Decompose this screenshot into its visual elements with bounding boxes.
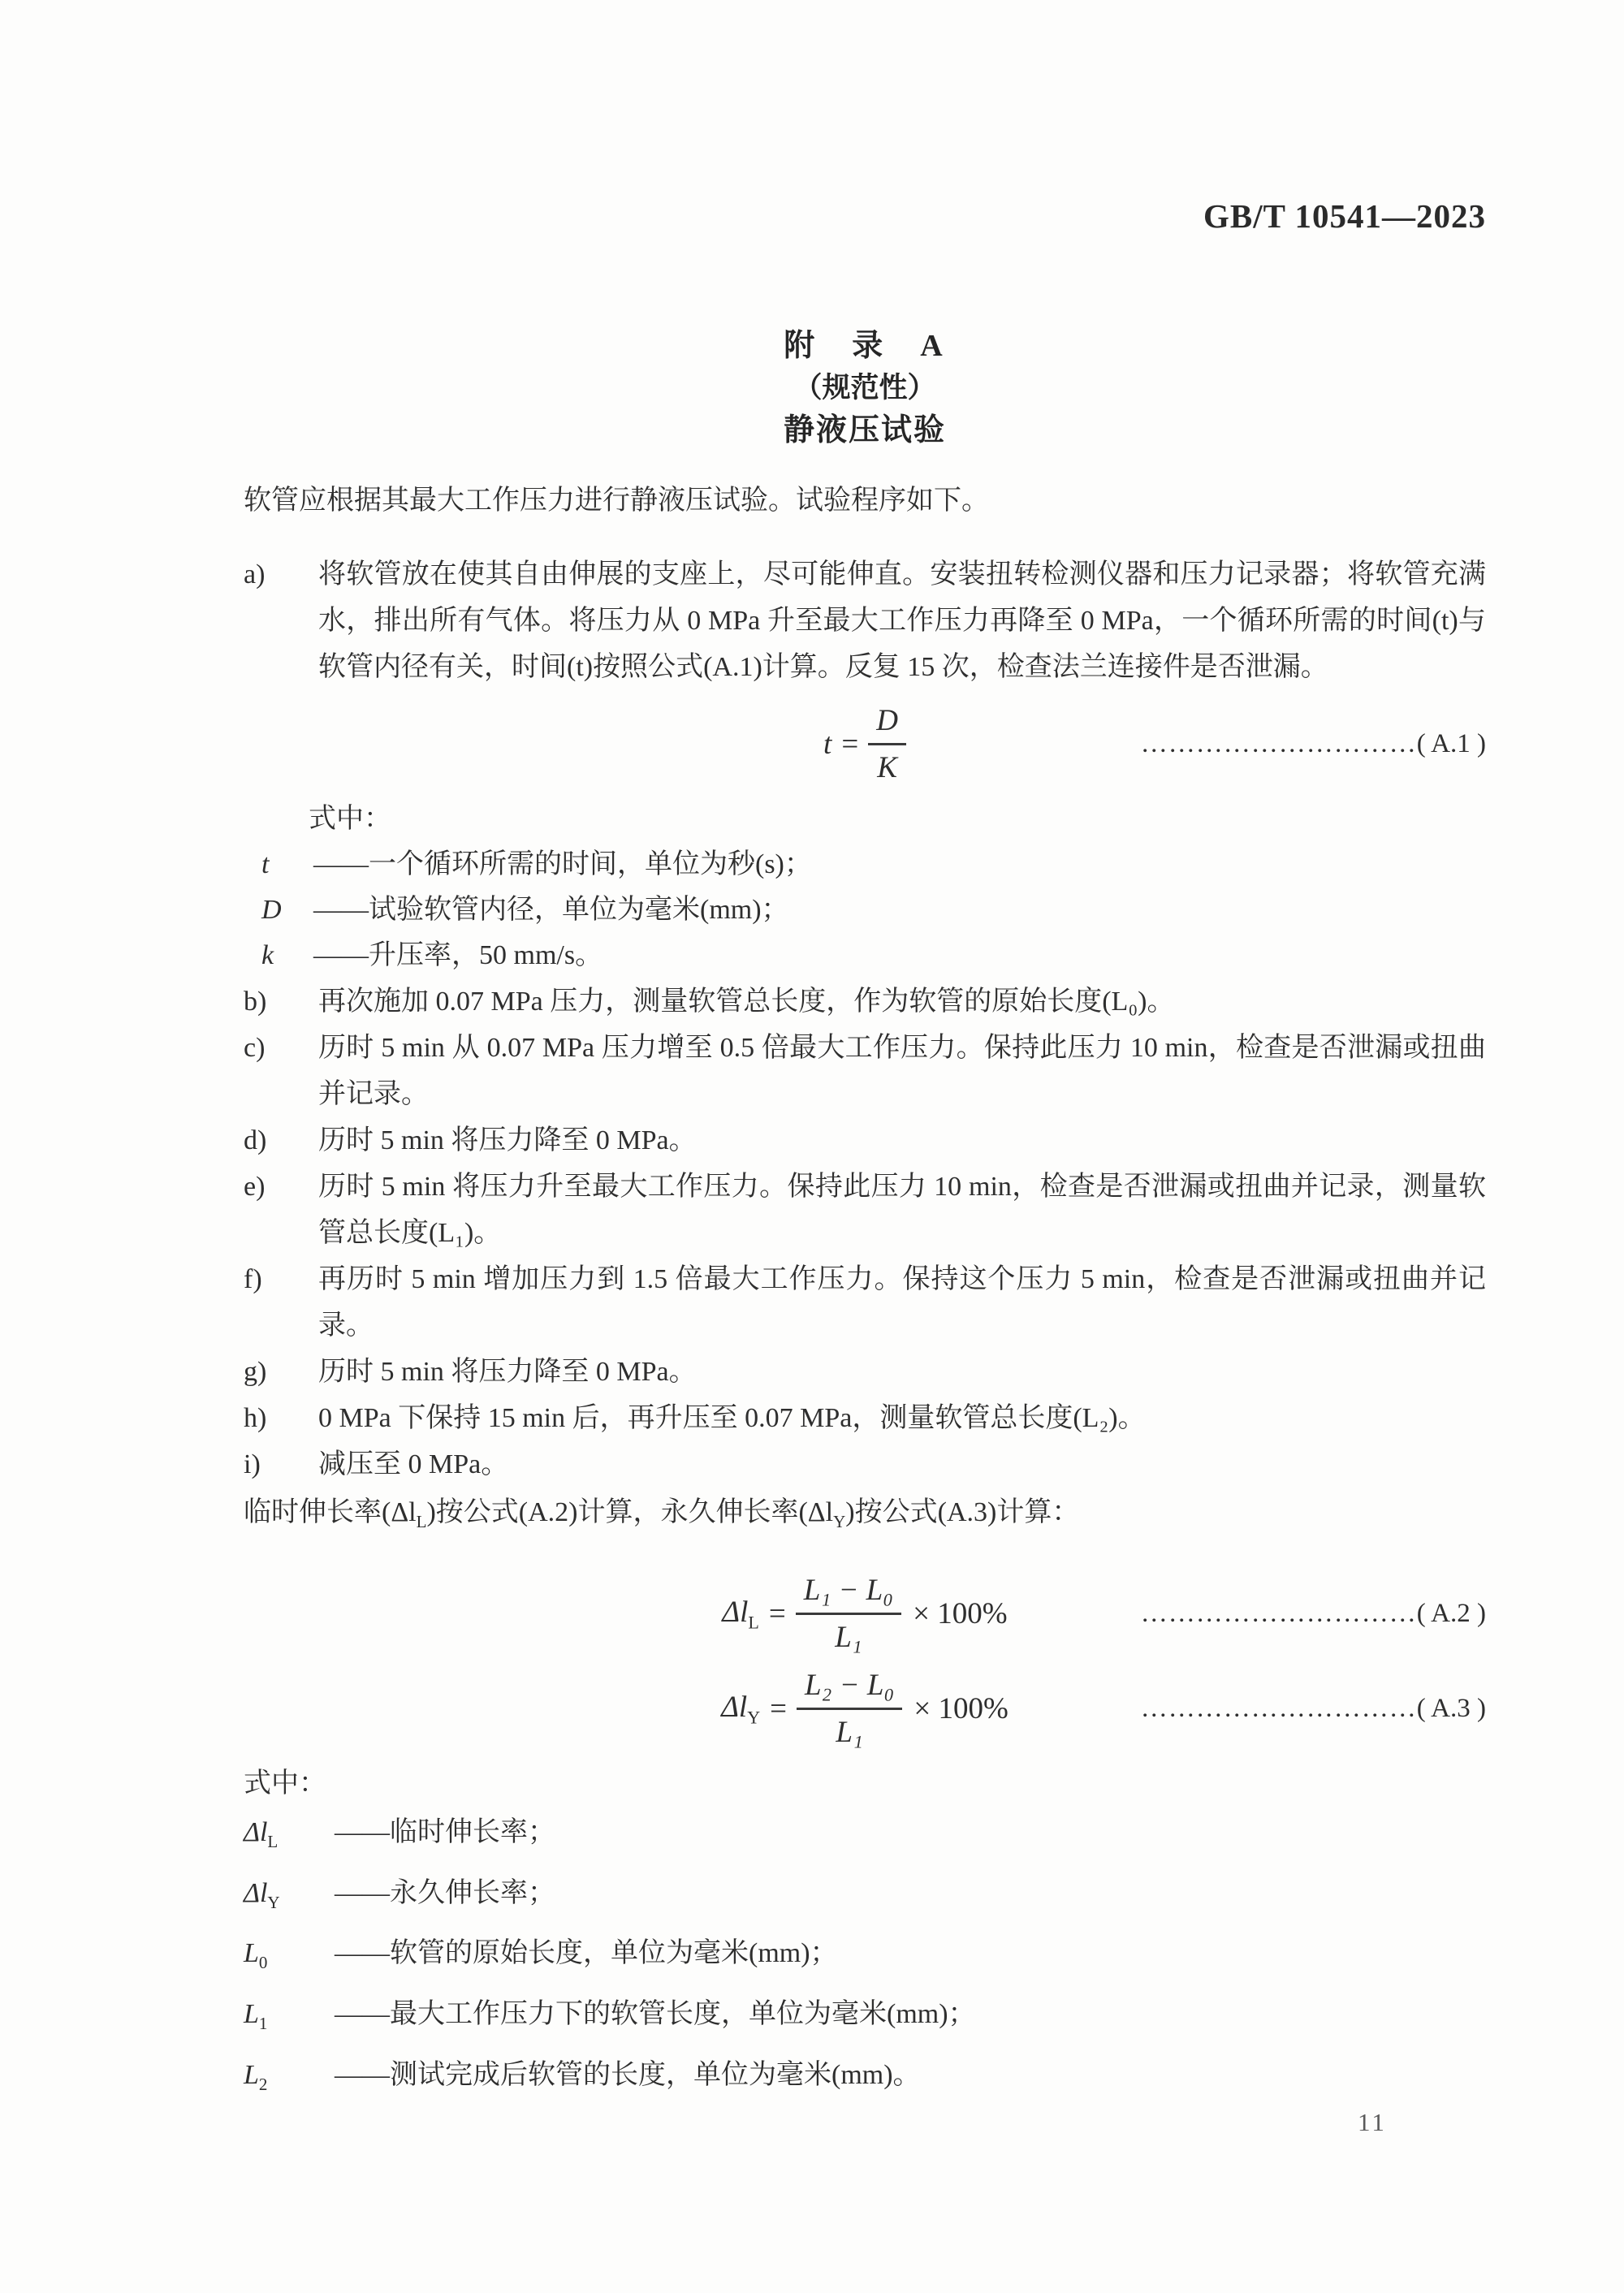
where-heading-2: 式中： <box>244 1768 326 1799</box>
where-heading-1: 式中： <box>309 804 391 834</box>
equals-sign: = <box>768 1596 786 1630</box>
where-entry-D <box>261 887 1486 933</box>
item-label: e) <box>244 1172 266 1202</box>
where-entry-L2 <box>244 2049 1486 2110</box>
item-label: d) <box>244 1125 267 1155</box>
formula-a2 <box>722 1573 1007 1655</box>
fraction <box>796 1573 901 1655</box>
symbol-description: ——软管的原始长度，单位为毫米(mm)； <box>335 1938 838 1969</box>
procedure-item-c <box>244 1025 1486 1117</box>
fraction-denominator: L₁ <box>797 1708 902 1750</box>
symbol-L0 <box>244 1928 335 1989</box>
procedure-item-i <box>244 1441 1486 1488</box>
equals-sign: = <box>841 728 859 761</box>
symbol-description: ——升压率，50 mm/s。 <box>313 940 603 970</box>
item-text: 历时 5 min 将压力升至最大工作压力。保持此压力 10 min，检查是否泄漏或扭曲并记录，测量软管总长度(L₁)。 <box>318 1172 1486 1248</box>
item-text: 再次施加 0.07 MPa 压力，测量软管总长度，作为软管的原始长度(L₀)。 <box>318 987 1175 1017</box>
formula-a3-reference <box>1009 1694 1486 1724</box>
symbol-t: t <box>261 849 270 879</box>
standard-number: GB/T 10541—2023 <box>1203 197 1486 235</box>
where-entry-t <box>261 842 1486 887</box>
appendix-subtitle: （规范性） <box>793 372 936 404</box>
formula-label: ( A.2 ) <box>1416 1598 1486 1628</box>
page-number: 11 <box>1358 2108 1387 2136</box>
symbol-base: L <box>244 1999 259 2030</box>
formula-a1-row <box>244 703 1486 785</box>
where-entry-L1 <box>244 1989 1486 2049</box>
formula-a1 <box>823 703 906 785</box>
leader-dots: ………………………… <box>1140 1598 1417 1628</box>
formula-variable <box>722 1595 758 1633</box>
symbol-description: ——临时伸长率； <box>335 1816 555 1847</box>
symbol-description: ——测试完成后软管的长度，单位为毫米(mm)。 <box>335 2059 921 2090</box>
fraction-denominator: K <box>868 743 906 785</box>
item-text: 历时 5 min 从 0.07 MPa 压力增至 0.5 倍最大工作压力。保持此压力 10 min，检查是否泄漏或扭曲并记录。 <box>318 1033 1486 1109</box>
item-label: c) <box>244 1033 266 1063</box>
variable-subscript: Y <box>747 1706 761 1727</box>
paragraph-text: )按公式(A.3)计算： <box>845 1497 1080 1527</box>
appendix-heading: 静液压试验 <box>783 413 946 447</box>
item-label: i) <box>244 1449 261 1479</box>
appendix-title-block <box>244 325 1486 451</box>
item-label: b) <box>244 987 267 1017</box>
where-list-2 <box>244 1807 1486 2110</box>
fraction-denominator: L₁ <box>796 1613 901 1655</box>
leader-dots: ………………………… <box>1140 729 1417 758</box>
elongation-paragraph <box>244 1489 1486 1545</box>
procedure-item-e <box>244 1164 1486 1256</box>
appendix-title: 附 录 A <box>784 329 946 363</box>
item-label: h) <box>244 1403 267 1433</box>
item-text: 0 MPa 下保持 15 min 后，再升压至 0.07 MPa，测量软管总长度(L₂)。 <box>318 1403 1146 1433</box>
fraction-numerator: D <box>876 704 898 737</box>
where-list-1 <box>244 842 1486 978</box>
formula-variable <box>721 1690 760 1728</box>
item-label: a) <box>244 559 266 589</box>
item-text: 历时 5 min 将压力降至 0 MPa。 <box>318 1125 697 1155</box>
symbol-delta-l-L <box>244 1807 335 1868</box>
symbol-delta-l-Y <box>244 1868 335 1928</box>
item-text: 再历时 5 min 增加压力到 1.5 倍最大工作压力。保持这个压力 5 min，检查是否泄漏或扭曲并记录。 <box>318 1264 1486 1341</box>
fraction <box>797 1668 902 1750</box>
fraction-numerator: L₁ − L₀ <box>803 1573 894 1607</box>
symbol-subscript: 0 <box>258 1953 268 1973</box>
symbol-base: Δl <box>244 1816 268 1847</box>
item-label: g) <box>244 1357 267 1387</box>
procedure-item-h <box>244 1395 1486 1441</box>
symbol-subscript: L <box>267 1831 279 1851</box>
formula-label: ( A.1 ) <box>1416 729 1486 758</box>
formula-a3-row <box>244 1668 1486 1750</box>
intro-paragraph: 软管应根据其最大工作压力进行静液压试验。试验程序如下。 <box>244 486 989 516</box>
symbol-subscript: 2 <box>258 2074 268 2094</box>
symbol-description: ——一个循环所需的时间，单位为秒(s)； <box>313 849 812 879</box>
symbol-L2 <box>244 2049 335 2110</box>
item-text: 将软管放在使其自由伸展的支座上，尽可能伸直。安装扭转检测仪器和压力记录器；将软管充满水，排出所有气体。将压力从 0 MPa 升至最大工作压力再降至 0 MPa，一个循环所需的时间(t)与软管内径有关，时间(t)按照公式(A.1)计算。反复 15 次，检查法兰连接件是否泄漏。 <box>318 559 1486 682</box>
multiplier: × 100% <box>914 1691 1009 1725</box>
formula-variable: t <box>823 728 832 761</box>
fraction-numerator: L₂ − L₀ <box>804 1668 895 1702</box>
where-entry-k <box>261 933 1486 978</box>
multiplier: × 100% <box>913 1596 1008 1630</box>
formula-a3 <box>721 1668 1009 1750</box>
symbol-base: L <box>244 1938 259 1969</box>
fraction <box>868 703 906 785</box>
procedure-item-f <box>244 1256 1486 1349</box>
subscript-L: L <box>416 1511 427 1531</box>
leader-dots: ………………………… <box>1140 1693 1417 1723</box>
paragraph-text: )按公式(A.2)计算，永久伸长率(Δl <box>426 1497 834 1527</box>
where-entry-dlY <box>244 1868 1486 1928</box>
symbol-D: D <box>261 895 282 925</box>
formula-a2-row <box>244 1573 1486 1655</box>
variable-subscript: L <box>748 1611 759 1632</box>
variable-base: Δl <box>721 1690 748 1724</box>
subscript-Y: Y <box>833 1511 846 1531</box>
item-label: f) <box>244 1264 262 1294</box>
symbol-k: k <box>261 940 274 970</box>
formula-a2-reference <box>1008 1599 1486 1629</box>
procedure-item-a <box>244 551 1486 690</box>
variable-base: Δl <box>722 1595 749 1629</box>
symbol-subscript: 1 <box>258 2013 268 2033</box>
symbol-L1 <box>244 1989 335 2049</box>
formula-label: ( A.3 ) <box>1416 1693 1486 1723</box>
where-entry-L0 <box>244 1928 1486 1989</box>
item-text: 减压至 0 MPa。 <box>318 1449 509 1479</box>
symbol-subscript: Y <box>267 1892 280 1912</box>
formula-a1-reference <box>906 729 1486 759</box>
equals-sign: = <box>770 1691 787 1725</box>
item-text: 历时 5 min 将压力降至 0 MPa。 <box>318 1357 697 1387</box>
procedure-item-b <box>244 978 1486 1025</box>
symbol-base: Δl <box>244 1877 268 1908</box>
symbol-description: ——最大工作压力下的软管长度，单位为毫米(mm)； <box>335 1999 976 2030</box>
paragraph-text: 临时伸长率(Δl <box>244 1497 417 1527</box>
symbol-description: ——试验软管内径，单位为毫米(mm)； <box>313 895 789 925</box>
procedure-item-g <box>244 1349 1486 1395</box>
procedure-item-d <box>244 1117 1486 1164</box>
symbol-description: ——永久伸长率； <box>335 1877 555 1908</box>
where-entry-dlL <box>244 1807 1486 1868</box>
symbol-base: L <box>244 2059 259 2090</box>
page-content <box>244 325 1486 2110</box>
